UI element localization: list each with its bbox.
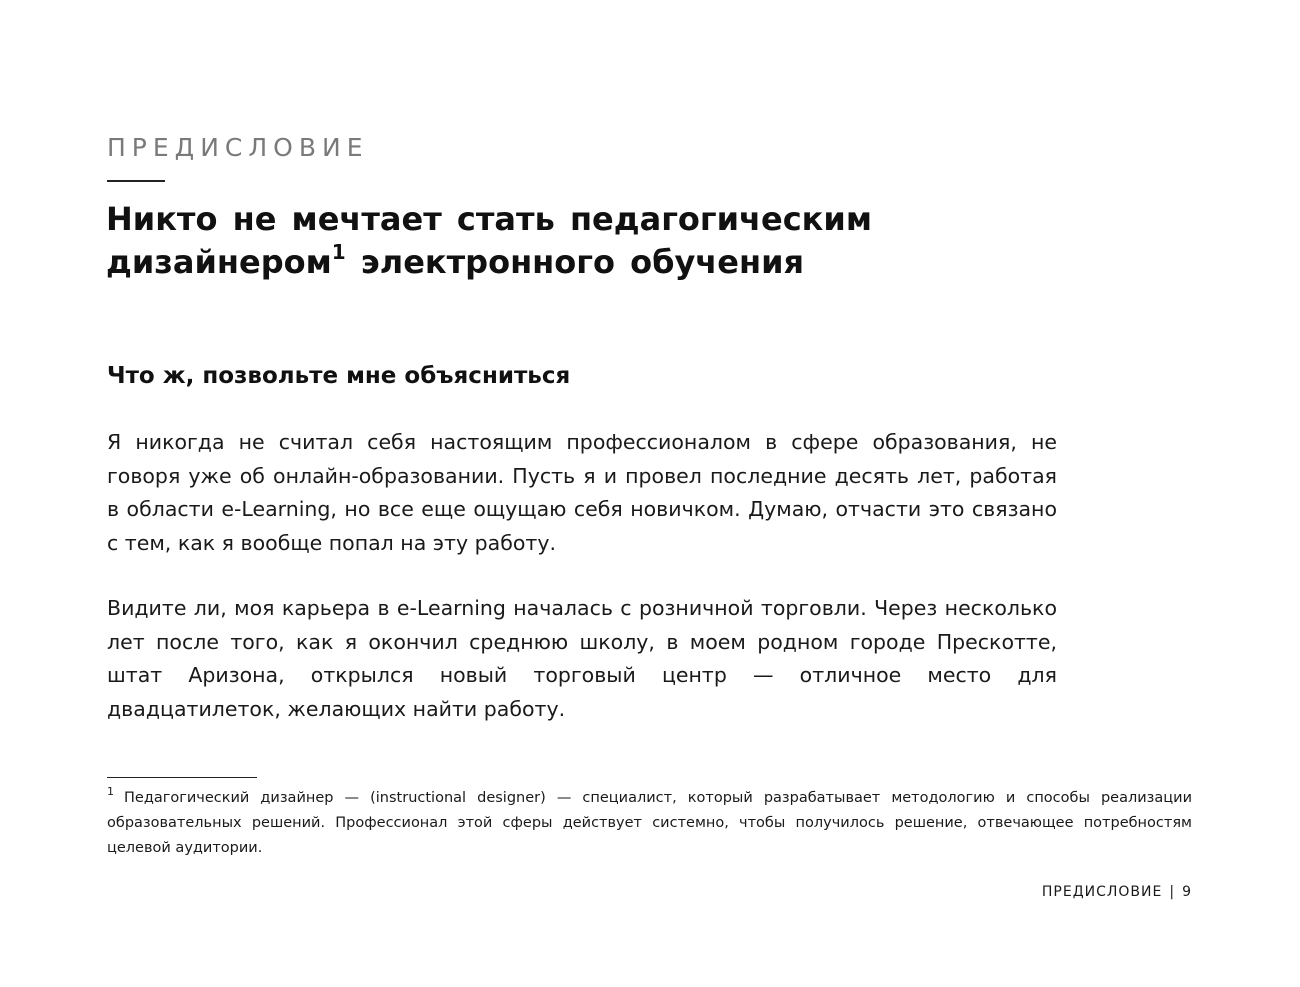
body-paragraph-1: Я никогда не считал себя настоящим профессионалом в сфере образования, не говоря уже об онлайн-образовании. Пусть я и провел последние десять лет, работая в области e-Learning, но все еще ощущаю себя новичком. Думаю, отчасти это связано с тем, как я вообще попал на эту работу. — [107, 430, 1057, 555]
section-label-rule — [107, 180, 165, 182]
running-footer — [1042, 882, 1192, 902]
footnote-mark: 1 — [107, 785, 114, 798]
chapter-title-line-2-start: дизайнером — [106, 243, 332, 281]
chapter-title — [106, 198, 1006, 284]
chapter-title-line-1: Никто не мечтает стать педагогическим — [106, 200, 872, 238]
running-footer-separator: | — [1169, 884, 1176, 900]
footnote-reference: 1 — [331, 240, 346, 264]
running-footer-section: ПРЕДИСЛОВИЕ — [1041, 884, 1163, 900]
footnote — [107, 786, 1192, 861]
footnote-text: Педагогический дизайнер — (instructional designer) — специалист, который разрабатывает методологию и способы реализации образовательных решений. Профессионал этой сферы действует системно, чтобы получилось решение, отвечающее потребностям целевой аудитории. — [107, 790, 1192, 856]
page-number: 9 — [1182, 884, 1192, 900]
body-paragraph-2: Видите ли, моя карьера в e-Learning началась с розничной торговли. Через несколько лет после того, как я окончил среднюю школу, в моем родном городе Прескотте, штат Аризона, открылся новый торговый центр — отличное место для двадцатилеток, желающих найти работу. — [107, 596, 1057, 721]
footnote-rule — [107, 777, 257, 778]
subheading: Что ж, позвольте мне объясниться — [107, 363, 571, 389]
section-label: ПРЕДИСЛОВИЕ — [107, 133, 369, 162]
chapter-title-line-2-end: электронного обучения — [345, 243, 805, 281]
